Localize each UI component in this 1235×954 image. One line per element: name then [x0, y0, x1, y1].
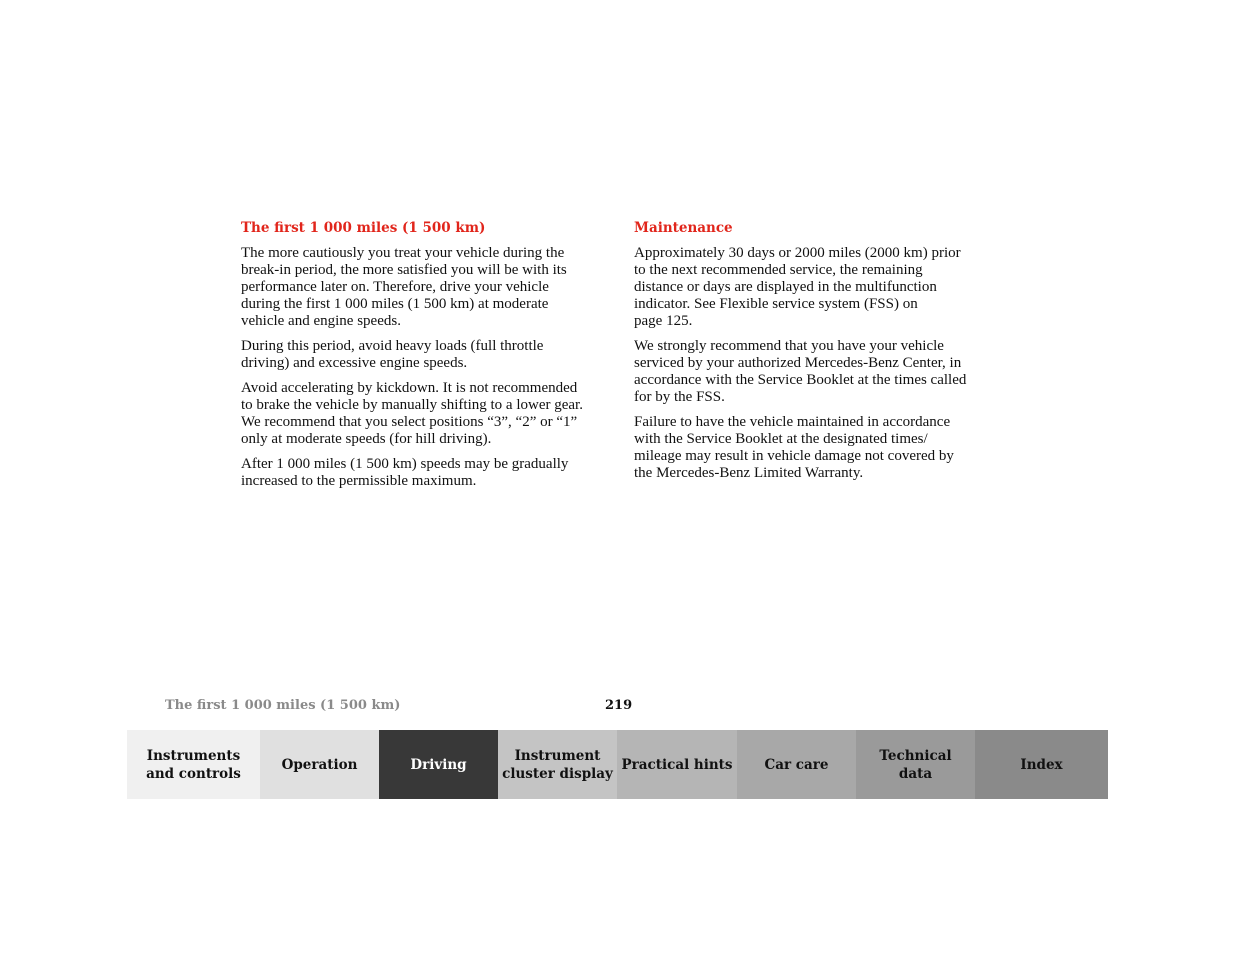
- tab-instruments-and-controls[interactable]: Instruments and controls: [127, 730, 260, 799]
- tab-index[interactable]: Index: [975, 730, 1108, 799]
- paragraph: Failure to have the vehicle maintained in accordance with the Service Booklet at the designated times/ mileage may result in vehicle damage not covered by the Mercedes-Benz Limited Warranty.: [634, 414, 954, 481]
- tab-practical-hints[interactable]: Practical hints: [617, 730, 737, 799]
- tab-driving[interactable]: Driving: [379, 730, 498, 799]
- paragraph: The more cautiously you treat your vehicle during the break-in period, the more satisfied you will be with its performance later on. Therefore, drive your vehicle during the first 1 000 miles (1 500 km) at moderate vehicle and engine speeds.: [241, 245, 567, 329]
- section-heading-maintenance: Maintenance: [634, 220, 733, 236]
- section-heading-break-in: The first 1 000 miles (1 500 km): [241, 220, 486, 236]
- paragraph: Approximately 30 days or 2000 miles (2000 km) prior to the next recommended service, the remaining distance or days are displayed in the multifunction indicator. See Flexible service system (FSS) on page 125.: [634, 245, 961, 329]
- tab-instrument-cluster-display[interactable]: Instrument cluster display: [498, 730, 617, 799]
- paragraph: Avoid accelerating by kickdown. It is not recommended to brake the vehicle by manually shifting to a lower gear. We recommend that you select positions “3”, “2” or “1” only at moderate speeds (for hill driving).: [241, 380, 583, 447]
- tab-technical-data[interactable]: Technical data: [856, 730, 975, 799]
- tab-operation[interactable]: Operation: [260, 730, 379, 799]
- paragraph: After 1 000 miles (1 500 km) speeds may be gradually increased to the permissible maximum.: [241, 456, 569, 489]
- tab-car-care[interactable]: Car care: [737, 730, 856, 799]
- chapter-navigation: [127, 730, 1108, 799]
- left-column: [241, 219, 603, 498]
- footer-section-title: The first 1 000 miles (1 500 km): [165, 698, 401, 713]
- page-number: 219: [605, 698, 633, 713]
- paragraph: We strongly recommend that you have your vehicle serviced by your authorized Mercedes-Benz Center, in accordance with the Service Booklet at the times called for by the FSS.: [634, 338, 967, 405]
- paragraph: During this period, avoid heavy loads (full throttle driving) and excessive engine speeds.: [241, 338, 544, 371]
- right-column: [634, 219, 996, 490]
